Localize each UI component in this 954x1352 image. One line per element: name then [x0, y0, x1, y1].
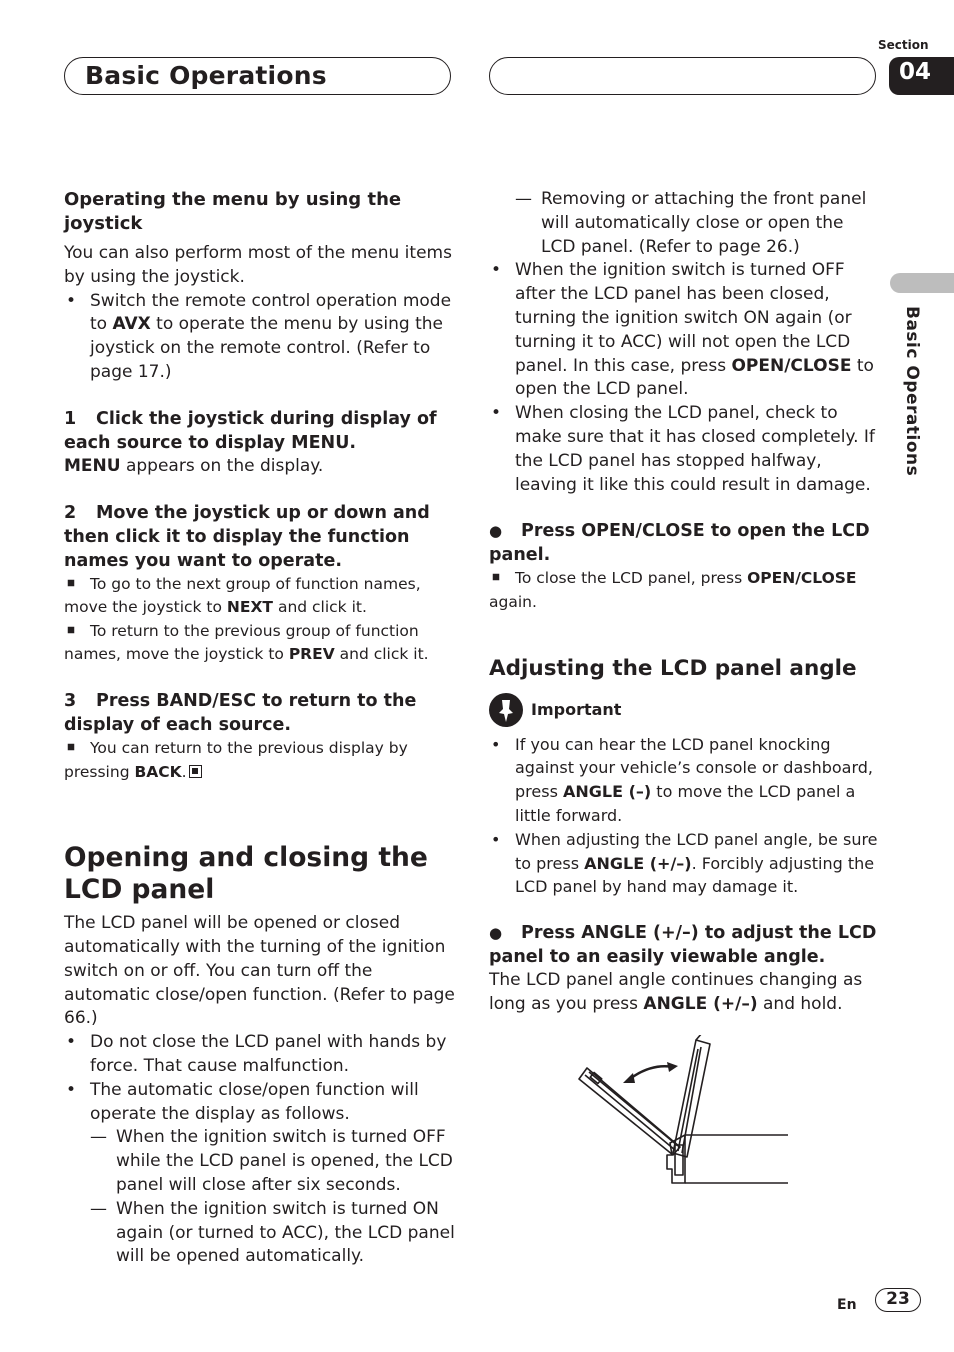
- section-label: Section: [878, 38, 929, 52]
- square-bullet-icon: [68, 579, 75, 586]
- right-column: [489, 188, 881, 1017]
- language-label: En: [837, 1297, 857, 1313]
- step-2-note-next: To go to the next group of function names, move the joystick to NEXT and click it.: [64, 574, 421, 617]
- lcd-dash-3: — Removing or attaching the front panel will automatically close or open the LCD panel. (Refer to page 26.): [515, 189, 867, 257]
- lcd-bullet-3: • When the ignition switch is turned OFF after the LCD panel has been closed, turning the ignition switch ON again (or turning it to ACC) will not open the LCD panel. In this case, press OPEN/CLOSE to open the LCD panel.: [489, 259, 881, 402]
- side-tab-marker: [890, 273, 954, 293]
- header-empty-box: [489, 57, 876, 95]
- open-close-step: ● Press OPEN/CLOSE to open the LCD panel.: [489, 521, 870, 566]
- step-2-title: 2 Move the joystick up or down and then click it to display the function names you want to operate.: [64, 502, 430, 571]
- side-tab-label: Basic Operations: [902, 306, 922, 477]
- step-2-note-prev: To return to the previous group of function names, move the joystick to PREV and click it.: [64, 621, 429, 664]
- lcd-section-heading: Opening and closing the LCD panel: [64, 842, 428, 906]
- lcd-panel-angle-illustration: [575, 1035, 795, 1190]
- end-of-section-icon: [189, 765, 202, 778]
- left-column: [64, 188, 456, 1269]
- lcd-intro: The LCD panel will be opened or closed automatically with the turning of the ignition switch on or off. You can turn off the automatic close/open function. (Refer to page 66.): [64, 913, 455, 1029]
- important-label: Important: [489, 693, 881, 727]
- important-icon: [489, 693, 523, 727]
- square-bullet-icon: [68, 744, 75, 751]
- section-number-badge: 04: [889, 57, 954, 95]
- page-number: 23: [875, 1288, 921, 1312]
- lcd-dash-2: — When the ignition switch is turned ON again (or turned to ACC), the LCD panel will be opened automatically.: [90, 1198, 455, 1267]
- open-close-note: To close the LCD panel, press OPEN/CLOSE again.: [489, 569, 857, 611]
- square-bullet-icon: [493, 574, 500, 581]
- step-3-note: You can return to the previous display by pressing BACK.: [64, 738, 408, 781]
- angle-step: ● Press ANGLE (+/–) to adjust the LCD panel to an easily viewable angle.: [489, 923, 877, 968]
- square-bullet-icon: [68, 627, 75, 634]
- page-title: Basic Operations: [85, 61, 327, 90]
- important-bullet-2: • When adjusting the LCD panel angle, be sure to press ANGLE (+/–). Forcibly adjusting the LCD panel by hand may damage it.: [489, 828, 881, 899]
- step-1-text: MENU appears on the display.: [64, 455, 324, 476]
- lcd-dash-1: — When the ignition switch is turned OFF while the LCD panel is opened, the LCD panel will close after six seconds.: [90, 1127, 453, 1195]
- step-1-title: 1 Click the joystick during display of each source to display MENU.: [64, 408, 437, 453]
- important-bullet-1: • If you can hear the LCD panel knocking against your vehicle’s console or dashboard, press ANGLE (–) to move the LCD panel a little forward.: [489, 733, 881, 828]
- angle-heading: Adjusting the LCD panel angle: [489, 655, 857, 681]
- joystick-intro: You can also perform most of the menu items by using the joystick.: [64, 243, 452, 287]
- joystick-heading: Operating the menu by using the joystick: [64, 189, 402, 234]
- angle-text: The LCD panel angle continues changing as long as you press ANGLE (+/–) and hold.: [489, 970, 863, 1014]
- step-3-title: 3 Press BAND/ESC to return to the display of each source.: [64, 690, 417, 735]
- joystick-bullet: • Switch the remote control operation mode to AVX to operate the menu by using the joystick on the remote control. (Refer to page 17.): [64, 290, 456, 385]
- lcd-bullet-1: • Do not close the LCD panel with hands by force. That cause malfunction.: [64, 1031, 456, 1079]
- lcd-bullet-4: • When closing the LCD panel, check to make sure that it has closed completely. If the LCD panel has stopped halfway, leaving it like this could result in damage.: [489, 402, 881, 497]
- header-title-box: [64, 57, 451, 95]
- lcd-bullet-2: • The automatic close/open function will operate the display as follows.: [64, 1079, 456, 1127]
